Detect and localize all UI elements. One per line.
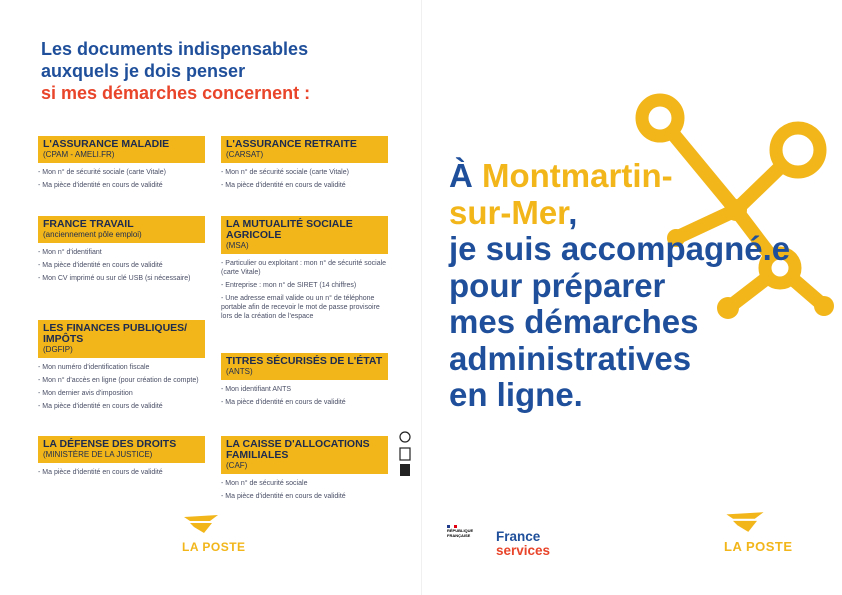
headline-line-6: administratives (449, 339, 692, 377)
card-titres-securises (221, 353, 388, 411)
card-header (38, 216, 205, 243)
heading-line-1: Les documents indispensables (41, 39, 309, 59)
list-item: - Mon identifiant ANTS (221, 386, 292, 393)
la-poste-bird-icon (722, 510, 768, 534)
city-name-part-2: sur-Mer (449, 193, 569, 231)
card-subtitle: (CAF) (226, 461, 248, 470)
card-list (38, 468, 205, 477)
card-list (221, 259, 388, 321)
la-poste-wordmark: LA POSTE (724, 539, 793, 554)
card-list (38, 248, 205, 283)
card-header (38, 136, 205, 163)
card-france-travail (38, 216, 205, 287)
card-header (221, 353, 388, 380)
card-title: LA CAISSE D'ALLOCATIONS FAMILIALES (226, 438, 370, 461)
list-item: - Mon CV imprimé ou sur clé USB (si nécessaire) (38, 275, 191, 282)
card-list (38, 363, 205, 411)
card-header (221, 436, 388, 474)
list-item: - Ma pièce d'identité en cours de validité (38, 262, 163, 269)
card-header (38, 436, 205, 463)
card-header (38, 320, 205, 358)
list-item: - Une adresse email valide ou un n° de téléphone portable afin de recevoir le mot de passe provisoire lors de la création de l'espace (221, 295, 380, 320)
card-list (221, 168, 388, 190)
france-services-logo (496, 530, 550, 558)
list-item: - Ma pièce d'identité en cours de validité (38, 403, 163, 410)
card-subtitle: (CARSAT) (226, 150, 264, 159)
headline (449, 158, 790, 414)
card-title: L'ASSURANCE RETRAITE (226, 138, 357, 150)
card-title: LA DÉFENSE DES DROITS (43, 438, 177, 450)
list-item: - Ma pièce d'identité en cours de validité (221, 399, 346, 406)
fold-line (421, 0, 422, 595)
heading-line-3: si mes démarches concernent : (41, 83, 311, 103)
headline-line-4: pour préparer (449, 266, 666, 304)
headline-line-7: en ligne. (449, 376, 583, 413)
card-subtitle: (ANTS) (226, 367, 253, 376)
list-item: - Ma pièce d'identité en cours de validité (221, 182, 346, 189)
card-list (38, 168, 205, 190)
rf-line-2: FRANÇAISE (447, 533, 471, 538)
list-item: - Entreprise : mon n° de SIRET (14 chiffres) (221, 282, 357, 289)
card-header (221, 216, 388, 254)
card-title: TITRES SÉCURISÉS DE L'ÉTAT (226, 355, 383, 367)
headline-line-1: À Montmartin- (449, 157, 673, 194)
card-finances-publiques (38, 320, 205, 415)
rf-line-1: RÉPUBLIQUE (447, 528, 474, 533)
list-item: - Mon n° d'identifiant (38, 249, 102, 256)
list-item: - Mon n° d'accès en ligne (pour création de compte) (38, 377, 199, 384)
list-item: - Ma pièce d'identité en cours de validité (38, 469, 163, 476)
card-assurance-maladie (38, 136, 205, 194)
card-subtitle: (CPAM - AMELI.FR) (43, 150, 115, 159)
card-mutualite-sociale-agricole (221, 216, 388, 325)
headline-line-3: je suis accompagné.e (449, 230, 791, 267)
card-list (221, 479, 388, 501)
list-item: - Mon n° de sécurité sociale (carte Vitale) (221, 169, 349, 176)
la-poste-bird-icon (180, 513, 222, 535)
list-item: - Mon n° de sécurité sociale (221, 480, 308, 487)
list-item: - Ma pièce d'identité en cours de validité (221, 493, 346, 500)
card-subtitle: (MSA) (226, 241, 249, 250)
card-subtitle: (DGFIP) (43, 345, 73, 354)
list-item: - Mon numéro d'identification fiscale (38, 364, 150, 371)
card-header (221, 136, 388, 163)
card-list (221, 385, 388, 407)
list-item: - Mon dernier avis d'imposition (38, 390, 133, 397)
republique-francaise-logo (447, 525, 473, 538)
france-services-line-1: France (496, 529, 541, 544)
la-poste-logo-right (722, 510, 793, 554)
france-services-line-2: services (496, 543, 551, 558)
headline-line-2: sur-Mer, (449, 193, 578, 231)
card-assurance-retraite (221, 136, 388, 194)
page-heading (41, 38, 310, 104)
card-title: LES FINANCES PUBLIQUES/ IMPÔTS (43, 322, 188, 345)
la-poste-wordmark: LA POSTE (182, 540, 246, 554)
card-title: LA MUTUALITÉ SOCIALE AGRICOLE (226, 218, 353, 241)
headline-line-5: mes démarches (449, 303, 699, 340)
recycling-icons (398, 430, 412, 480)
card-title: FRANCE TRAVAIL (43, 218, 134, 230)
list-item: - Ma pièce d'identité en cours de validité (38, 182, 163, 189)
list-item: - Mon n° de sécurité sociale (carte Vitale) (38, 169, 166, 176)
card-caisse-allocations-familiales (221, 436, 388, 505)
card-subtitle: (anciennement pôle emploi) (43, 230, 142, 239)
la-poste-logo-left (180, 513, 246, 554)
card-defense-des-droits (38, 436, 205, 481)
card-subtitle: (MINISTÈRE DE LA JUSTICE) (43, 450, 153, 459)
card-title: L'ASSURANCE MALADIE (43, 138, 170, 150)
city-name-part-1: Montmartin- (482, 157, 673, 194)
list-item: - Particulier ou exploitant : mon n° de sécurité sociale (carte Vitale) (221, 260, 387, 276)
heading-line-2: auxquels je dois penser (41, 61, 246, 81)
